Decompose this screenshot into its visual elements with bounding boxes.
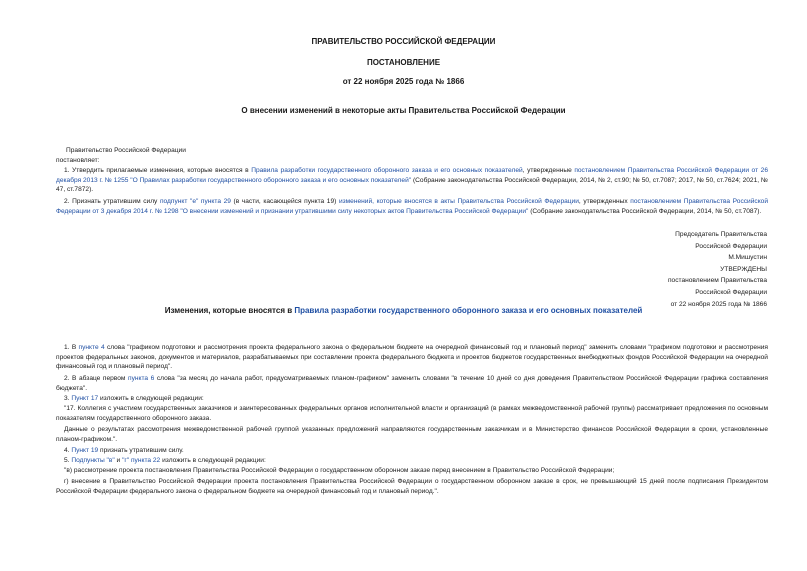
item-1: 1. В пункте 4 слова "графиком подготовки и рассмотрения проекта федерального закона о федеральном бюджете на очередной финансовый год и плановый период" заменить словами "графиком подготовки и рассмотрения проектов федеральных законов, документов и материалов, разрабатываемых при составлении проекта федерального бюджета и проектов бюджетов государственных внебюджетных фондов Российской Федерации на очередной финансовый год и плановый период". <box>56 344 768 371</box>
link-rules[interactable]: Правила разработки государственного оборонного заказа и его основных показателей <box>251 167 523 174</box>
link-changes-acts[interactable]: изменений, которые вносятся в акты Правительства Российской Федерации <box>338 198 579 205</box>
approved-label: УТВЕРЖДЕНЫ <box>720 265 767 273</box>
approved-org: Российской Федерации <box>695 288 767 296</box>
document-date-number: от 22 ноября 2025 года № 1866 <box>342 77 465 86</box>
signature-org: Российской Федерации <box>695 242 767 250</box>
link-rules-title[interactable]: Правила разработки государственного оборонного заказа и его основных показателей <box>294 306 643 315</box>
paragraph-1: 1. Утвердить прилагаемые изменения, которые вносятся в Правила разработки государственного оборонного заказа и его основных показателей, утвержденные постановлением Правительства Российской Федерации от 26 декабря 2013 г. № 1255 "О Правилах разработки государственного оборонного заказа и его основных показателей" (Собрание законодательства Российской Федерации, 2014, № 2, ст.90; № 50, ст.7087; 2017, № 50, ст.7624; 2021, № 47, ст.7872). <box>56 167 768 194</box>
link-point-17[interactable]: Пункт 17 <box>71 395 99 402</box>
signature-block <box>547 229 767 310</box>
item-5-subpoint-v: "в) рассмотрение проекта постановления Правительства Российской Федерации о государственном оборонном заказе перед внесением в Правительство Российской Федерации; <box>64 467 615 474</box>
paragraph-2: 2. Признать утратившим силу подпункт "е" пункта 29 (в части, касающейся пункта 19) изменений, которые вносятся в акты Правительства Российской Федерации, утвержденных постановлением Правительства Российской Федерации от 3 декабря 2014 г. № 1298 "О внесении изменений и признании утратившими силу некоторых актов Правительства Российской Федерации" (Собрание законодательства Российской Федерации, 2014, № 50, ст.7087). <box>56 198 769 215</box>
item-3-quote-2: Данные о результатах рассмотрения межведомственной рабочей группой указанных предложений направляются государственным заказчикам и в Министерство финансов Российской Федерации в сроки, установленные планом-графиком.". <box>56 426 768 443</box>
item-3: 3. Пункт 17 изложить в следующей редакции: <box>64 395 204 402</box>
approved-by: постановлением Правительства <box>667 277 767 285</box>
link-resolution-1298[interactable]: постановлением Правительства Российской Федерации от 3 декабря 2014 г. № 1298 "О внесении изменений и признании утратившими силу некоторых актов Правительства Российской Федерации" <box>56 198 769 215</box>
intro-resolves: постановляет: <box>56 157 100 164</box>
item-5-subpoint-g: г) внесение в Правительство Российской Федерации проекта постановления Правительства Российской Федерации о государственном оборонном заказе в срок, не превышающий 15 дней после подписания Президентом Российской Федерации федерального закона о федеральном бюджете на очередной финансовый год и плановый период.". <box>56 478 768 495</box>
item-3-quote-1: "17. Коллегия с участием государственных заказчиков и заинтересованных федеральных органов исполнительной власти и организаций (в рамках межведомственной рабочей группы) рассматривает предложения по основным показателям государственного оборонного заказа. <box>56 405 768 422</box>
government-heading: ПРАВИТЕЛЬСТВО РОССИЙСКОЙ ФЕДЕРАЦИИ <box>311 37 496 46</box>
link-point-22-g[interactable]: "г" пункта 22 <box>122 457 161 464</box>
signature-position: Председатель Правительства <box>675 231 767 238</box>
item-2: 2. В абзаце первом пункта 6 слова "за месяц до начала работ, предусматриваемых планом-графиком" заменить словами "в течение 10 дней со дня доведения Правительством Российской Федерации графика составления бюджета". <box>56 375 768 392</box>
signature-name: М.Мишустин <box>728 254 767 262</box>
link-subpoint-e-29[interactable]: подпункт "е" пункта 29 <box>159 198 231 205</box>
link-point-6[interactable]: пункта 6 <box>128 375 155 382</box>
link-point-19[interactable]: Пункт 19 <box>71 447 99 454</box>
link-point-4[interactable]: пункте 4 <box>78 344 105 351</box>
document-type: ПОСТАНОВЛЕНИЕ <box>366 58 441 67</box>
item-5: 5. Подпункты "в" и "г" пункта 22 изложить в следующей редакции: <box>64 457 266 464</box>
link-resolution-1255[interactable]: постановлением Правительства Российской Федерации от 26 декабря 2013 г. № 1255 "О Правилах разработки государственного оборонного заказа и его основных показателей" <box>56 167 768 184</box>
changes-title: Изменения, которые вносятся в Правила разработки государственного оборонного заказа и его основных показателей <box>164 306 643 315</box>
intro-government: Правительство Российской Федерации <box>66 147 186 154</box>
document-title: О внесении изменений в некоторые акты Правительства Российской Федерации <box>241 106 566 115</box>
approved-date: от 22 ноября 2025 года № 1866 <box>670 300 767 308</box>
item-4: 4. Пункт 19 признать утратившим силу. <box>64 447 184 454</box>
link-subpoints-v[interactable]: Подпункты "в" <box>71 457 115 464</box>
